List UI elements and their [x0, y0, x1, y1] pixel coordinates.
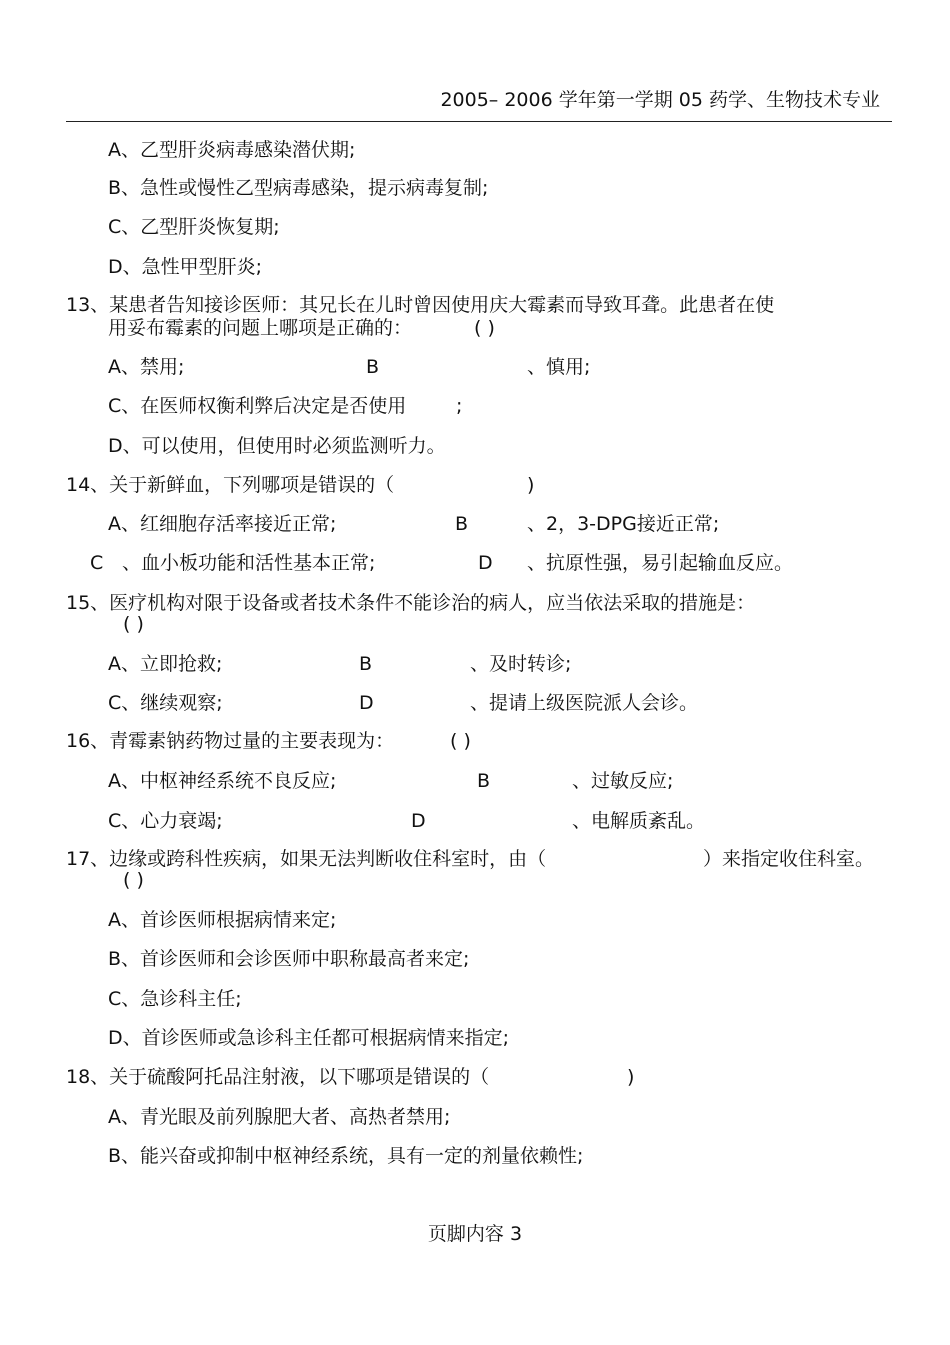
q14-stem: 14、关于新鲜血，下列哪项是错误的（: [66, 474, 395, 496]
q16-option-d-text: 、电解质紊乱。: [572, 810, 706, 832]
q18-stem: 18、关于硫酸阿托品注射液，以下哪项是错误的（: [66, 1066, 490, 1088]
q17-option-d: D、首诊医师或急诊科主任都可根据病情来指定;: [108, 1027, 510, 1049]
q16-answer-paren: ( ): [450, 730, 471, 752]
q13-option-d: D、可以使用，但使用时必须监测听力。: [108, 435, 446, 457]
q15-stem: 15、医疗机构对限于设备或者技术条件不能诊治的病人，应当依法采取的措施是：: [66, 592, 756, 614]
q17-answer-paren: ( ): [123, 869, 144, 891]
q14-option-c-text: 、血小板功能和活性基本正常;: [122, 552, 376, 574]
q12-option-a: A、乙型肝炎病毒感染潜伏期;: [108, 139, 356, 161]
q16-option-b-text: 、过敏反应;: [572, 770, 674, 792]
q12-option-c: C、乙型肝炎恢复期;: [108, 216, 280, 238]
q13-option-c-end: ;: [456, 395, 463, 417]
q18-option-a: A、青光眼及前列腺肥大者、高热者禁用;: [108, 1106, 451, 1128]
q18-option-b: B、能兴奋或抑制中枢神经系统，具有一定的剂量依赖性;: [108, 1145, 584, 1167]
q13-answer-paren: ( ): [474, 317, 495, 339]
q14-option-b-letter: B: [455, 513, 469, 535]
q14-option-d-text: 、抗原性强，易引起输血反应。: [527, 552, 794, 574]
q14-option-b-text: 、2，3-DPG接近正常;: [527, 513, 720, 535]
q17-option-b: B、首诊医师和会诊医师中职称最高者来定;: [108, 948, 470, 970]
q13-stem-line2: 用妥布霉素的问题上哪项是正确的：: [108, 317, 413, 339]
q16-stem: 16、青霉素钠药物过量的主要表现为：: [66, 730, 395, 752]
q13-option-b-letter: B: [366, 356, 380, 378]
q15-answer-paren: ( ): [123, 613, 144, 635]
q12-option-d: D、急性甲型肝炎;: [108, 256, 263, 278]
q17-stem-end: ）来指定收住科室。: [703, 848, 875, 870]
q16-option-b-letter: B: [477, 770, 491, 792]
q17-stem: 17、边缘或跨科性疾病，如果无法判断收住科室时，由（: [66, 848, 547, 870]
q18-paren-close: ): [627, 1066, 635, 1088]
q16-option-d-letter: D: [411, 810, 426, 832]
header-divider: [66, 121, 892, 122]
q13-option-b-text: 、慎用;: [527, 356, 591, 378]
page-header: 2005– 2006 学年第一学期 05 药学、生物技术专业: [440, 89, 880, 111]
q14-option-c-letter: C: [90, 552, 104, 574]
q16-option-c: C、心力衰竭;: [108, 810, 223, 832]
q17-option-a: A、首诊医师根据病情来定;: [108, 909, 337, 931]
q14-paren-close: ): [527, 474, 535, 496]
q15-option-d-text: 、提请上级医院派人会诊。: [470, 692, 699, 714]
q13-stem-line1: 13、某患者告知接诊医师：其兄长在儿时曾因使用庆大霉素而导致耳聋。此患者在使: [66, 294, 775, 316]
q14-option-d-letter: D: [478, 552, 493, 574]
q17-option-c: C、急诊科主任;: [108, 988, 242, 1010]
q15-option-d-letter: D: [359, 692, 374, 714]
q12-option-b: B、急性或慢性乙型病毒感染，提示病毒复制;: [108, 177, 489, 199]
q15-option-b-text: 、及时转诊;: [470, 653, 572, 675]
q15-option-b-letter: B: [359, 653, 373, 675]
q15-option-c: C、继续观察;: [108, 692, 223, 714]
q15-option-a: A、立即抢救;: [108, 653, 223, 675]
q13-option-a: A、禁用;: [108, 356, 185, 378]
page-footer: 页脚内容 3: [427, 1223, 523, 1245]
q14-option-a: A、红细胞存活率接近正常;: [108, 513, 337, 535]
q13-option-c: C、在医师权衡利弊后决定是否使用: [108, 395, 407, 417]
q16-option-a: A、中枢神经系统不良反应;: [108, 770, 337, 792]
